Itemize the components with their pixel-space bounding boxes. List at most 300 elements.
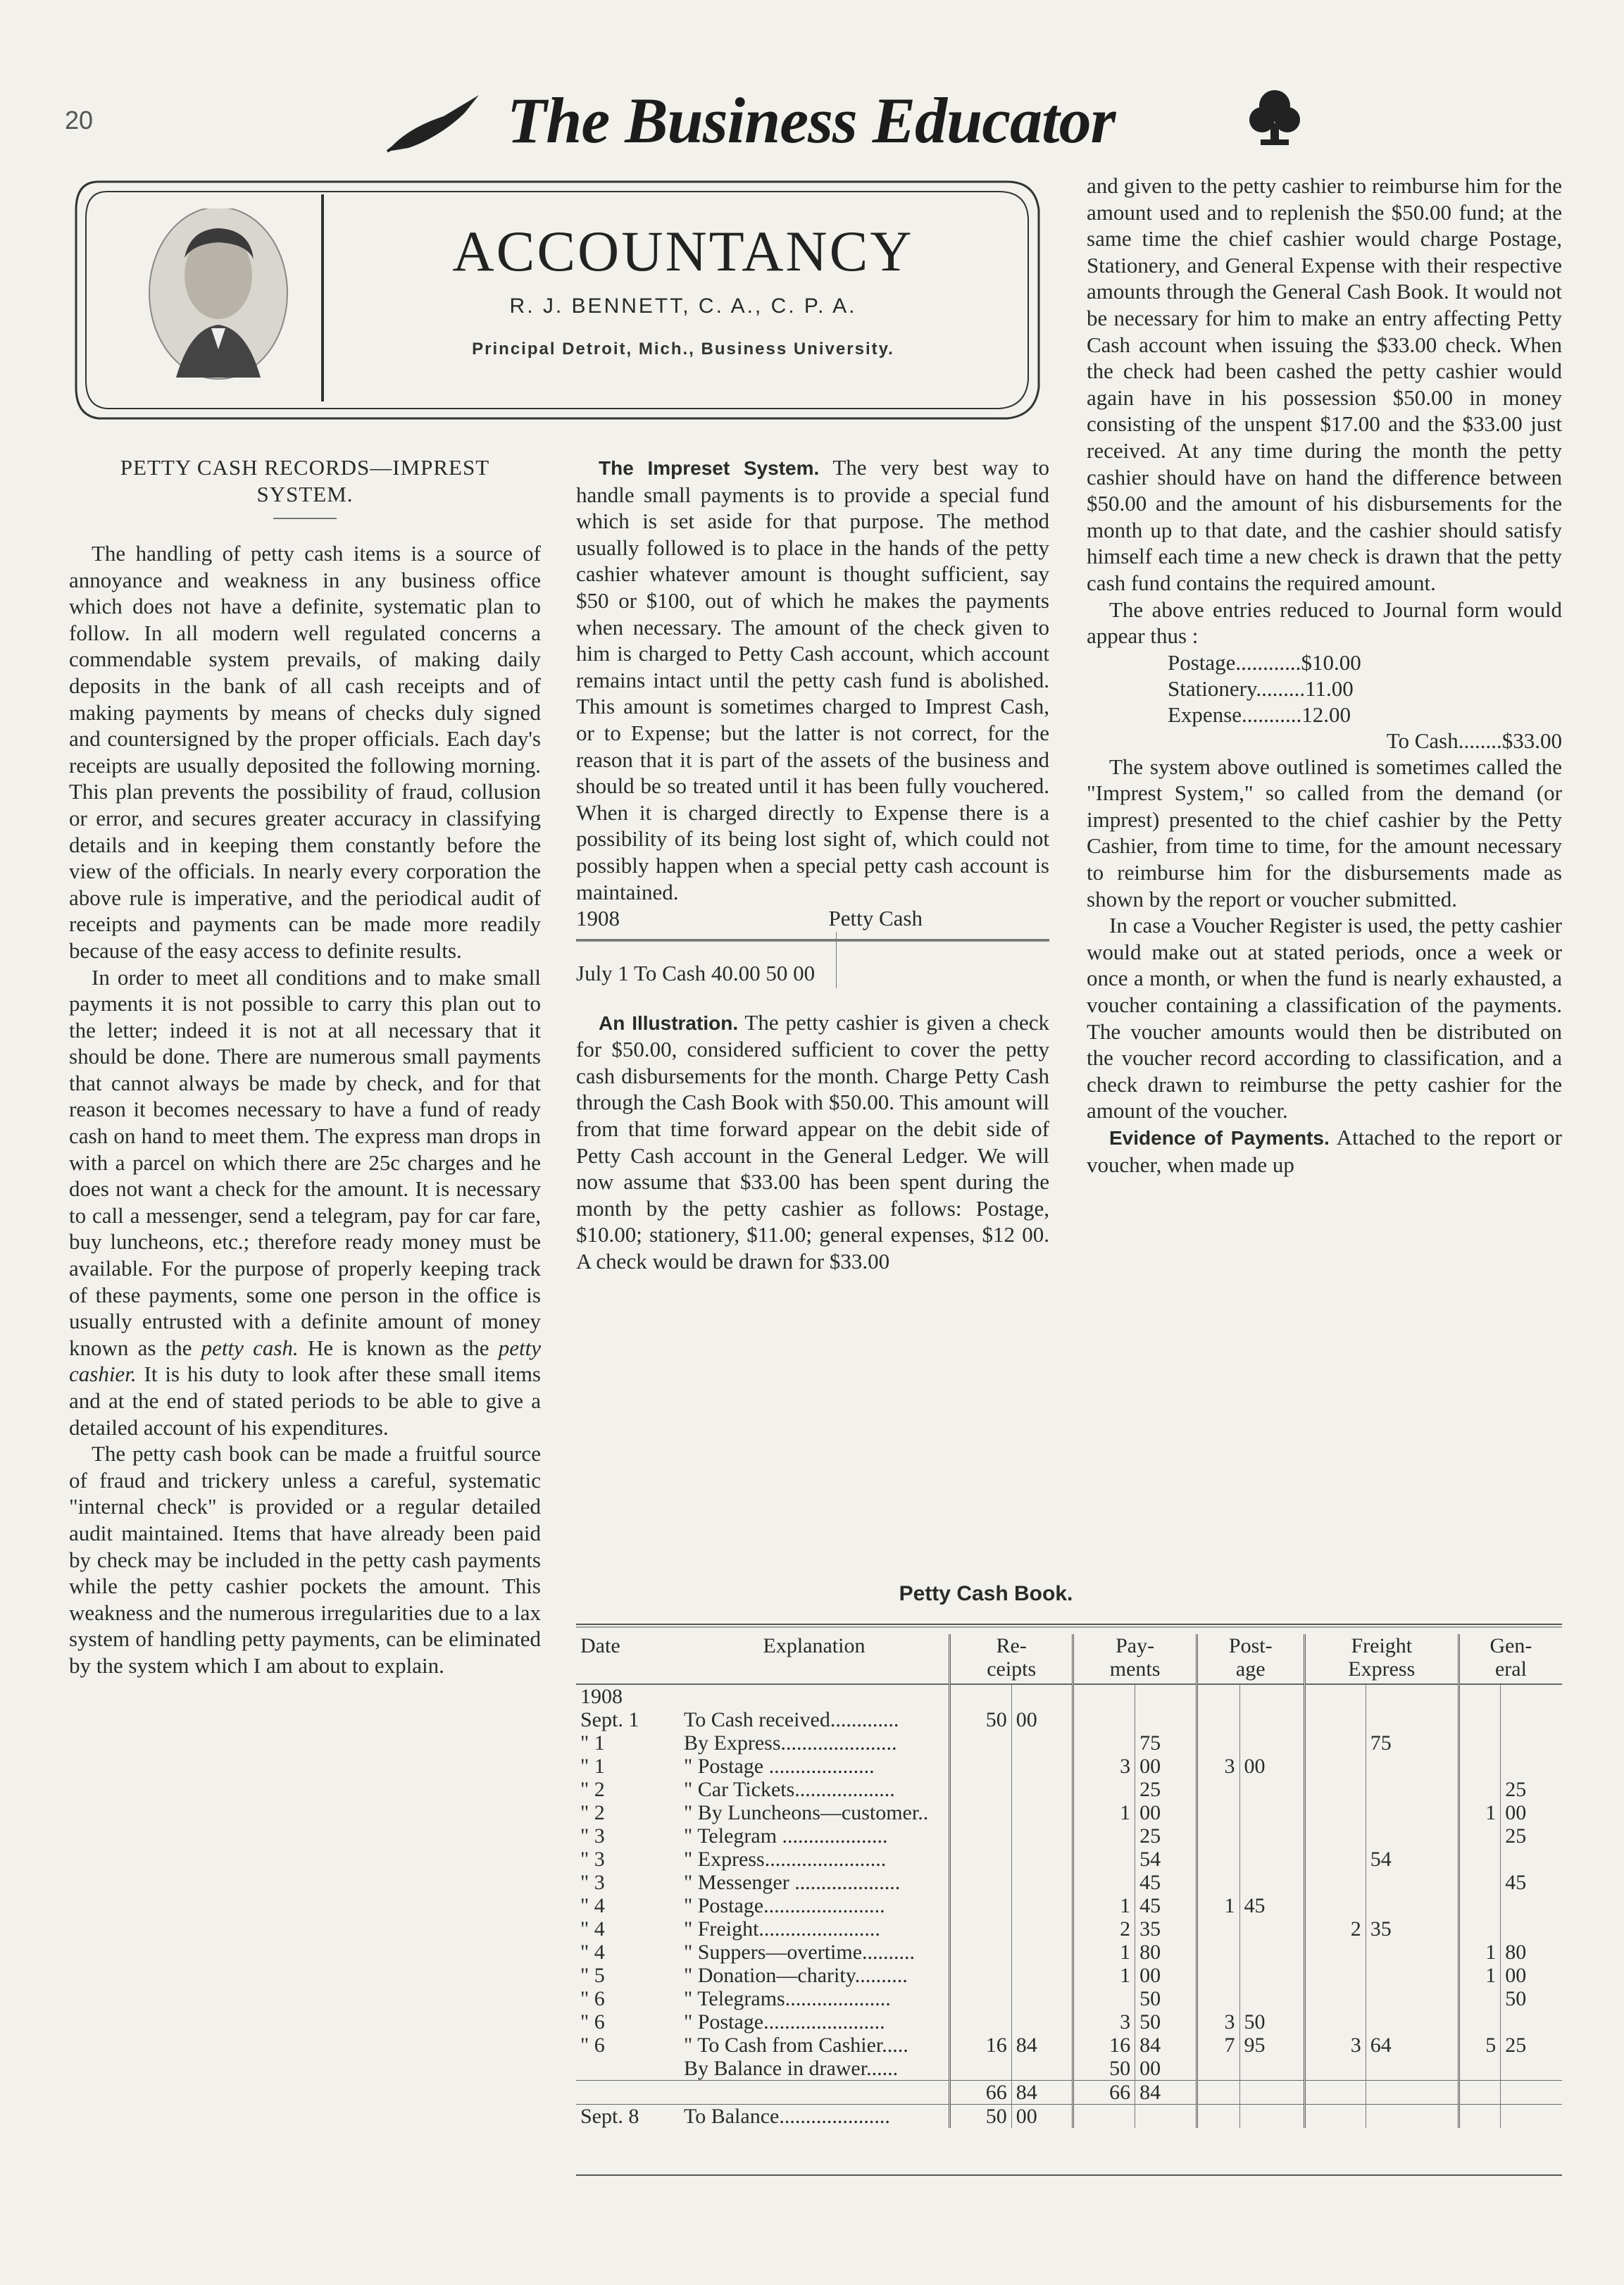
table-cell-date: [576, 2057, 680, 2081]
column-1: [69, 454, 541, 1679]
table-cell-g2: 50: [1501, 1987, 1562, 2010]
table-cell-po2: 00: [1239, 1755, 1304, 1778]
table-cell-p1: 66: [1073, 2081, 1135, 2105]
table-cell-p1: 3: [1073, 1755, 1135, 1778]
table-cell-po1: [1197, 1684, 1239, 1708]
table-cell-r1: [950, 2010, 1012, 2034]
table-cell-g2: [1501, 1917, 1562, 1941]
table-cell-f1: [1304, 1987, 1366, 2010]
table-cell-r2: [1011, 2010, 1073, 2034]
table-cell-p1: [1073, 1824, 1135, 1848]
table-cell-po2: [1239, 2057, 1304, 2081]
table-cell-date: " 6: [580, 2010, 605, 2034]
header-receipts: Re- ceipts: [950, 1634, 1073, 1684]
table-cell-r1: [950, 1894, 1012, 1917]
table-cell-g2: [1501, 1755, 1562, 1778]
table-cell-f1: 3: [1304, 2034, 1366, 2057]
table-cell-f1: [1304, 2105, 1366, 2129]
table-cell-g1: [1459, 2010, 1500, 2034]
table-cell-f1: [1304, 1708, 1366, 1731]
table-cell-f2: [1366, 1755, 1459, 1778]
table-cell-date: " 4: [580, 1894, 605, 1917]
table-cell-po2: 50: [1239, 2010, 1304, 2034]
table-cell-po1: [1197, 1871, 1239, 1894]
table-cell-p2: 84: [1135, 2081, 1197, 2105]
column-2: [576, 454, 1049, 1275]
table-cell-expl: " Telegrams....................: [684, 1987, 891, 2010]
table-title: Petty Cash Book.: [899, 1582, 1073, 1605]
table-cell-r1: [950, 1824, 1012, 1848]
table-cell-g2: [1501, 1708, 1562, 1731]
table-cell-g1: [1459, 1824, 1500, 1848]
journal-line: [1168, 702, 1485, 728]
table-cell-f2: [1366, 1871, 1459, 1894]
table-cell-p1: [1073, 1708, 1135, 1731]
table-cell-date: 1908: [580, 1685, 623, 1708]
table-cell-f1: [1304, 2010, 1366, 2034]
ledger-account-header: [576, 905, 1049, 932]
table-cell-po1: [1197, 2081, 1239, 2105]
table-cell-p1: 1: [1073, 1801, 1135, 1824]
table-row: [576, 1941, 1562, 1964]
table-cell-p1: [1073, 1778, 1135, 1801]
table-cell-g2: [1501, 1848, 1562, 1871]
journal-amount: 11.00: [1305, 675, 1354, 701]
table-cell-r2: 84: [1011, 2034, 1073, 2057]
table-cell-r2: [1011, 1731, 1073, 1755]
table-cell-p1: [1073, 1871, 1135, 1894]
table-cell-r2: [1011, 1917, 1073, 1941]
spacer: [576, 988, 1049, 1009]
table-cell-g1: [1459, 2057, 1500, 2081]
table-cell-r1: 50: [950, 1708, 1012, 1731]
paragraph-text: The very best way to handle small payments is to provide a special fund which is set aside for that purpose. The method usually followed is to place in the hands of the petty cashier whatever amount is thought sufficient, say $50 or $100, out of which he makes the payments when necessary. The amount of the check given to him is charged to Petty Cash account, which account remains intact until the petty cash fund is abolished. This amount is sometimes charged to Imprest Cash, or to Expense; but the latter is not correct, for the reason that it is part of the assets of the business and should be so treated until it has been fully vouchered. When it is charged directly to Expense there is a possibility of its being lost sight of, which could not possibly happen when a special petty cash account is maintained.: [576, 455, 1049, 904]
table-cell-f2: 35: [1366, 1917, 1459, 1941]
table-cell-f2: [1366, 1684, 1459, 1708]
table-body: [576, 1684, 1562, 2128]
ledger-divider: [836, 932, 837, 988]
table-cell-g1: [1459, 1708, 1500, 1731]
table-row: [576, 1731, 1562, 1755]
table-cell-date: " 4: [580, 1941, 605, 1964]
ledger-entry: [576, 960, 1049, 988]
table-cell-f2: 64: [1366, 2034, 1459, 2057]
table-cell-g2: [1501, 2057, 1562, 2081]
table-cell-date: " 5: [580, 1964, 605, 1987]
article-section-title: ACCOUNTANCY: [452, 219, 914, 283]
table-cell-g2: [1501, 1684, 1562, 1708]
table-cell-f2: 75: [1366, 1731, 1459, 1755]
table-cell-g1: 1: [1459, 1964, 1500, 1987]
table-cell-r2: [1011, 1778, 1073, 1801]
table-cell-r2: [1011, 1987, 1073, 2010]
table-cell-p1: [1073, 1684, 1135, 1708]
paragraph-text: He is known as the: [307, 1335, 489, 1360]
table-cell-po2: [1239, 1871, 1304, 1894]
table-cell-po1: [1197, 1941, 1239, 1964]
table-cell-g1: 1: [1459, 1801, 1500, 1824]
table-cell-g1: [1459, 1731, 1500, 1755]
table-row: [576, 1894, 1562, 1917]
table-cell-expl: " Postage.......................: [684, 2010, 885, 2034]
author-position: Principal Detroit, Mich., Business University.: [472, 340, 894, 359]
table-cell-g2: 25: [1501, 2034, 1562, 2057]
table-cell-r1: [950, 1848, 1012, 1871]
table-cell-expl: " Car Tickets...................: [684, 1778, 895, 1801]
header-general: Gen- eral: [1459, 1634, 1562, 1684]
table-row: [576, 1964, 1562, 1987]
table-cell-po1: [1197, 2057, 1239, 2081]
table-cell-g2: 25: [1501, 1778, 1562, 1801]
table-cell-po1: [1197, 2105, 1239, 2129]
table-cell-po1: [1197, 1964, 1239, 1987]
table-cell-p2: 54: [1135, 1848, 1197, 1871]
table-cell-r1: 16: [950, 2034, 1012, 2057]
table-cell-expl: [680, 1684, 950, 1708]
table-cell-f2: 54: [1366, 1848, 1459, 1871]
header-payments: Pay- ments: [1073, 1634, 1197, 1684]
table-cell-po2: [1239, 1987, 1304, 2010]
table-cell-date: " 6: [580, 2034, 605, 2057]
table-cell-r1: [950, 1778, 1012, 1801]
table-cell-date: " 1: [580, 1731, 605, 1755]
paragraph: The system above outlined is sometimes called the "Imprest System," so called from the demand (or imprest) presented to the chief cashier by the Petty Cashier, from time to time, for the amount necessary to reimburse him for the disbursements made as shown by the report or voucher submitted.: [1087, 754, 1562, 911]
table-cell-p2: 75: [1135, 1731, 1197, 1755]
journal-entry: [1168, 649, 1485, 728]
table-cell-po2: [1239, 2105, 1304, 2129]
table-cell-po2: [1239, 1941, 1304, 1964]
table-bottom-rule: [576, 2174, 1562, 2178]
table-cell-date: [576, 2081, 680, 2105]
table-cell-g2: 45: [1501, 1871, 1562, 1894]
table-cell-po1: [1197, 1708, 1239, 1731]
table-cell-f1: [1304, 1824, 1366, 1848]
table-cell-r2: [1011, 1871, 1073, 1894]
header-date: Date: [576, 1634, 680, 1684]
table-cell-p2: 25: [1135, 1824, 1197, 1848]
table-cell-r1: [950, 1917, 1012, 1941]
table-cell-r2: [1011, 1824, 1073, 1848]
table-cell-g2: 00: [1501, 1801, 1562, 1824]
table-cell-p2: 80: [1135, 1941, 1197, 1964]
table-cell-g2: 25: [1501, 1824, 1562, 1848]
table-cell-f2: [1366, 2105, 1459, 2129]
table-cell-f1: [1304, 1778, 1366, 1801]
table-cell-f1: [1304, 1964, 1366, 1987]
table-cell-po2: [1239, 1801, 1304, 1824]
table-cell-f2: [1366, 1941, 1459, 1964]
paragraph-text: Attached to the report or voucher, when made up: [1087, 1125, 1563, 1177]
table-cell-g1: [1459, 1755, 1500, 1778]
paragraph: [576, 1009, 1049, 1275]
table-cell-f2: [1366, 1824, 1459, 1848]
table-cell-po1: [1197, 1917, 1239, 1941]
table-cell-p2: 84: [1135, 2034, 1197, 2057]
table-row: [576, 1778, 1562, 1801]
table-cell-g1: [1459, 1987, 1500, 2010]
table-cell-r1: [950, 1987, 1012, 2010]
table-cell-p2: 00: [1135, 1801, 1197, 1824]
table-cell-expl: By Express......................: [684, 1731, 897, 1755]
journal-amount: $10.00: [1301, 649, 1361, 675]
quill-icon: [380, 92, 486, 155]
table-cell-po2: [1239, 1848, 1304, 1871]
table-cell-p1: [1073, 2105, 1135, 2129]
table-cell-r1: [950, 1871, 1012, 1894]
table-cell-po2: [1239, 2081, 1304, 2105]
table-cell-f1: [1304, 1871, 1366, 1894]
paragraph: In case a Voucher Register is used, the petty cashier would make out at stated periods, once a week or once a month, or when the fund is nearly exhausted, a voucher containing a classification of the payments. The voucher amounts would then be distributed on the voucher record according to classification, and a check drawn to reimburse the petty cashier for the amount of the voucher.: [1087, 913, 1562, 1123]
table-cell-expl: " Suppers—overtime..........: [684, 1941, 916, 1964]
table-cell-r2: 00: [1011, 2105, 1073, 2129]
table-cell-expl: " Telegram ....................: [684, 1824, 888, 1848]
table-cell-po1: [1197, 1778, 1239, 1801]
table-cell-r1: [950, 1801, 1012, 1824]
journal-label: To Cash........: [1386, 728, 1502, 753]
table-row: [576, 2034, 1562, 2057]
table-cell-date: " 3: [580, 1848, 605, 1871]
table-row: [576, 2057, 1562, 2081]
table-cell-f2: [1366, 1964, 1459, 1987]
table-cell-g1: [1459, 1871, 1500, 1894]
table-cell-po2: [1239, 1731, 1304, 1755]
ledger-title: Petty Cash: [828, 906, 923, 931]
table-cell-po1: [1197, 1848, 1239, 1871]
table-cell-g1: [1459, 1917, 1500, 1941]
table-cell-p2: 50: [1135, 1987, 1197, 2010]
table-cell-f2: [1366, 1894, 1459, 1917]
table-cell-r2: [1011, 1964, 1073, 1987]
table-cell-expl: To Cash received.............: [684, 1708, 899, 1731]
journal-credit-line: [1087, 728, 1562, 754]
paragraph: The above entries reduced to Journal form would appear thus :: [1087, 597, 1562, 649]
paragraph-text: It is his duty to look after these small items and at the end of stated periods to be able to give a detailed account of his expenditures.: [69, 1362, 541, 1440]
table-cell-po1: [1197, 1731, 1239, 1755]
table-cell-p2: 45: [1135, 1894, 1197, 1917]
paragraph: [69, 964, 541, 1441]
table-row: [576, 1871, 1562, 1894]
table-cell-po1: 7: [1197, 2034, 1239, 2057]
table-cell-p1: [1073, 1987, 1135, 2010]
table-cell-po1: 3: [1197, 1755, 1239, 1778]
table-cell-po2: [1239, 1917, 1304, 1941]
table-cell-expl: " Freight.......................: [684, 1917, 880, 1941]
table-cell-po2: [1239, 1684, 1304, 1708]
table-row: [576, 1708, 1562, 1731]
paragraph-text: The petty cashier is given a check for $50.00, considered sufficient to cover the petty cash disbursements for the month. Charge Petty Cash through the Cash Book with $50.00. This amount will from that time forward appear on the debit side of Petty Cash account in the General Ledger. We will now assume that $33.00 has been spent during the month by the petty cashier as follows: Postage, $10.00; stationery, $11.00; general expenses, $12 00. A check would be drawn for $33.00: [576, 1009, 1049, 1274]
table-cell-f1: 2: [1304, 1917, 1366, 1941]
table-cell-p2: [1135, 1708, 1197, 1731]
table-cell-date: " 1: [580, 1755, 605, 1778]
table-cell-r2: [1011, 1894, 1073, 1917]
journal-line: [1168, 675, 1485, 702]
table-cell-p1: 1: [1073, 1964, 1135, 1987]
table-cell-po1: 3: [1197, 2010, 1239, 2034]
table-cell-po2: 45: [1239, 1894, 1304, 1917]
table-cell-g1: [1459, 1778, 1500, 1801]
table-cell-expl: To Balance.....................: [680, 2105, 950, 2129]
table-cell-f2: [1366, 2081, 1459, 2105]
table-cell-expl: " Postage.......................: [684, 1894, 885, 1917]
article-title-line-2: SYSTEM.: [256, 482, 354, 506]
table-cell-r2: [1011, 1848, 1073, 1871]
article-header: [70, 176, 1046, 424]
table-row: [576, 1987, 1562, 2010]
paragraph: [576, 454, 1049, 905]
article-title-line-1: PETTY CASH RECORDS—IMPREST: [120, 455, 490, 480]
masthead-title: The Business Educator: [507, 85, 1116, 156]
table-cell-r1: [950, 1755, 1012, 1778]
table-cell-g1: [1459, 1684, 1500, 1708]
table-cell-g2: [1501, 2010, 1562, 2034]
table-cell-f2: [1366, 1801, 1459, 1824]
table-row: [576, 1917, 1562, 1941]
article-title: [69, 454, 541, 508]
table-cell-date: " 2: [580, 1801, 605, 1824]
table-cell-po1: [1197, 1987, 1239, 2010]
masthead: [380, 77, 1296, 155]
table-cell-po1: 1: [1197, 1894, 1239, 1917]
table-cell-po2: [1239, 1824, 1304, 1848]
table-cell-r2: [1011, 1684, 1073, 1708]
table-cell-r2: [1011, 1801, 1073, 1824]
paragraph-text: In order to meet all conditions and to make small payments it is not possible to carry this plan out to the letter; indeed it is not at all necessary that it should be done. There are numerous small payments that cannot always be made by check, and for that reason it becomes necessary to have a fund of ready cash on hand to meet them. The express man drops in with a parcel on which there are 25c charges and he does not want a check for the amount. It is necessary to call a messenger, send a telegram, pay for car fare, buy luncheons, etc.; therefore ready money must be available. For the purpose of properly keeping track of these payments, some one person in the office is usually entrusted with a definite amount of money known as the: [69, 964, 541, 1360]
table-cell-po2: [1239, 1708, 1304, 1731]
petty-cash-book-table: [576, 1634, 1562, 2128]
table-cell-date: " 4: [580, 1917, 605, 1941]
table-cell-r1: [950, 1964, 1012, 1987]
table-cell-date: " 3: [580, 1824, 605, 1848]
ledger-year: 1908: [576, 906, 620, 931]
table-cell-p1: 50: [1073, 2057, 1135, 2081]
run-in-heading: An Illustration.: [599, 1011, 739, 1034]
run-in-heading: The Impreset System.: [599, 457, 820, 479]
table-cell-g1: [1459, 1848, 1500, 1871]
table-cell-p2: 35: [1135, 1917, 1197, 1941]
table-cell-r1: [950, 1731, 1012, 1755]
table-row: [576, 2105, 1562, 2129]
table-cell-p2: 00: [1135, 1755, 1197, 1778]
table-cell-r2: [1011, 2057, 1073, 2081]
table-cell-g1: [1459, 2105, 1500, 2129]
table-cell-r2: 84: [1011, 2081, 1073, 2105]
table-cell-expl: " Messenger ....................: [684, 1871, 901, 1894]
table-cell-p2: 45: [1135, 1871, 1197, 1894]
table-cell-r1: [950, 2057, 1012, 2081]
table-cell-p1: 2: [1073, 1917, 1135, 1941]
table-cell-g2: 80: [1501, 1941, 1562, 1964]
table-cell-g1: [1459, 1894, 1500, 1917]
table-cell-date: Sept. 8: [576, 2105, 680, 2129]
ledger-entry-text: July 1 To Cash 40.00 50 00: [576, 960, 816, 985]
table-cell-po2: [1239, 1778, 1304, 1801]
table-row: [576, 1824, 1562, 1848]
table-cell-f1: [1304, 2081, 1366, 2105]
table-cell-p1: 16: [1073, 2034, 1135, 2057]
table-cell-f2: [1366, 2010, 1459, 2034]
table-cell-g2: [1501, 2105, 1562, 2129]
table-cell-p2: [1135, 2105, 1197, 2129]
portrait-image: [148, 208, 289, 385]
run-in-heading: Evidence of Payments.: [1109, 1127, 1330, 1149]
journal-label: Expense...........: [1168, 702, 1302, 727]
table-row: [576, 1801, 1562, 1824]
table-cell-date: " 3: [580, 1871, 605, 1894]
table-cell-f1: [1304, 1894, 1366, 1917]
table-cell-expl: " By Luncheons—customer..: [684, 1801, 929, 1824]
header-explanation: Explanation: [680, 1634, 950, 1684]
column-3: [1087, 173, 1562, 1178]
table-cell-expl: " Donation—charity..........: [684, 1964, 908, 1987]
author-portrait: [106, 194, 324, 401]
journal-label: Stationery.........: [1168, 675, 1306, 701]
table-row: [576, 2081, 1562, 2105]
journal-amount: $33.00: [1501, 728, 1562, 753]
table-cell-p1: 1: [1073, 1894, 1135, 1917]
table-cell-r1: [950, 1684, 1012, 1708]
journal-label: Postage............: [1168, 649, 1301, 675]
divider: [273, 518, 337, 519]
table-cell-p2: 00: [1135, 2057, 1197, 2081]
table-cell-f2: [1366, 1987, 1459, 2010]
table-header-row: [576, 1634, 1562, 1684]
table-cell-p2: [1135, 1684, 1197, 1708]
table-row: [576, 1755, 1562, 1778]
table-cell-g2: 00: [1501, 1964, 1562, 1987]
paragraph: The handling of petty cash items is a source of annoyance and weakness in any business office which does not have a definite, systematic plan to follow. In all modern well regulated concerns a commendable system prevails, of making daily deposits in the bank of all cash receipts and of making payments by means of checks duly signed and countersigned by the proper officials. Each day's receipts are usually deposited the following morning. This plan prevents the possibility of fraud, collusion or error, and secures greater accuracy in classifying details and in keeping them constantly before the view of the officials. In nearly every corporation the above rule is imperative, and the periodical audit of receipts and payments can be made more readily because of the easy access to definite results.: [69, 541, 541, 963]
table-cell-po2: [1239, 1964, 1304, 1987]
table-row: [576, 1848, 1562, 1871]
table-cell-p1: 1: [1073, 1941, 1135, 1964]
table-cell-f2: [1366, 1778, 1459, 1801]
table-cell-r2: 00: [1011, 1708, 1073, 1731]
header-freight-express: Freight Express: [1304, 1634, 1459, 1684]
table-cell-date: Sept. 1: [580, 1708, 639, 1731]
page-number: 20: [65, 106, 94, 135]
table-cell-g1: [1459, 2081, 1500, 2105]
table-cell-r2: [1011, 1755, 1073, 1778]
table-cell-g2: [1501, 1731, 1562, 1755]
table-cell-expl: [680, 2081, 950, 2105]
table-cell-g2: [1501, 1894, 1562, 1917]
table-cell-f1: [1304, 1755, 1366, 1778]
paragraph: and given to the petty cashier to reimburse him for the amount used and to replenish the $50.00 fund; at the same time the chief cashier would charge Postage, Stationery, and General Expense with their respective amounts through the General Cash Book. It would not be necessary for him to make an entry affecting Petty Cash account when issuing the $33.00 check. When the check had been cashed the petty cashier would again have in his possession $50.00 in money consisting of the unspent $17.00 and the $33.00 just received. At any time during the month the petty cashier should have on hand the difference between $50.00 and the amount of his disbursements for the month up to that date, and the cashier should satisfy himself each time a new check is drawn that the petty cash fund contains the required amount.: [1087, 173, 1562, 595]
emphasis: petty cash.: [201, 1335, 299, 1360]
header-postage: Post- age: [1197, 1634, 1304, 1684]
paragraph: [1087, 1124, 1562, 1178]
table-cell-g2: [1501, 2081, 1562, 2105]
table-cell-po1: [1197, 1824, 1239, 1848]
emblem-icon: [1247, 85, 1303, 148]
emphasis: petty cashier.: [69, 1335, 542, 1387]
table-cell-po2: 95: [1239, 2034, 1304, 2057]
table-cell-g1: 1: [1459, 1941, 1500, 1964]
table-cell-expl: " To Cash from Cashier.....: [684, 2034, 908, 2057]
table-cell-g1: 5: [1459, 2034, 1500, 2057]
table-row: [576, 1684, 1562, 1708]
table-cell-date: " 2: [580, 1778, 605, 1801]
table-cell-f1: [1304, 2057, 1366, 2081]
table-cell-r1: 66: [950, 2081, 1012, 2105]
table-cell-f1: [1304, 1731, 1366, 1755]
table-cell-f1: [1304, 1848, 1366, 1871]
author-name: R. J. BENNETT, C. A., C. P. A.: [509, 294, 857, 318]
table-cell-p2: 50: [1135, 2010, 1197, 2034]
table-cell-f1: [1304, 1941, 1366, 1964]
table-cell-p2: 25: [1135, 1778, 1197, 1801]
table-cell-expl: " Postage ....................: [684, 1755, 875, 1778]
ledger-rule: [576, 939, 1049, 942]
